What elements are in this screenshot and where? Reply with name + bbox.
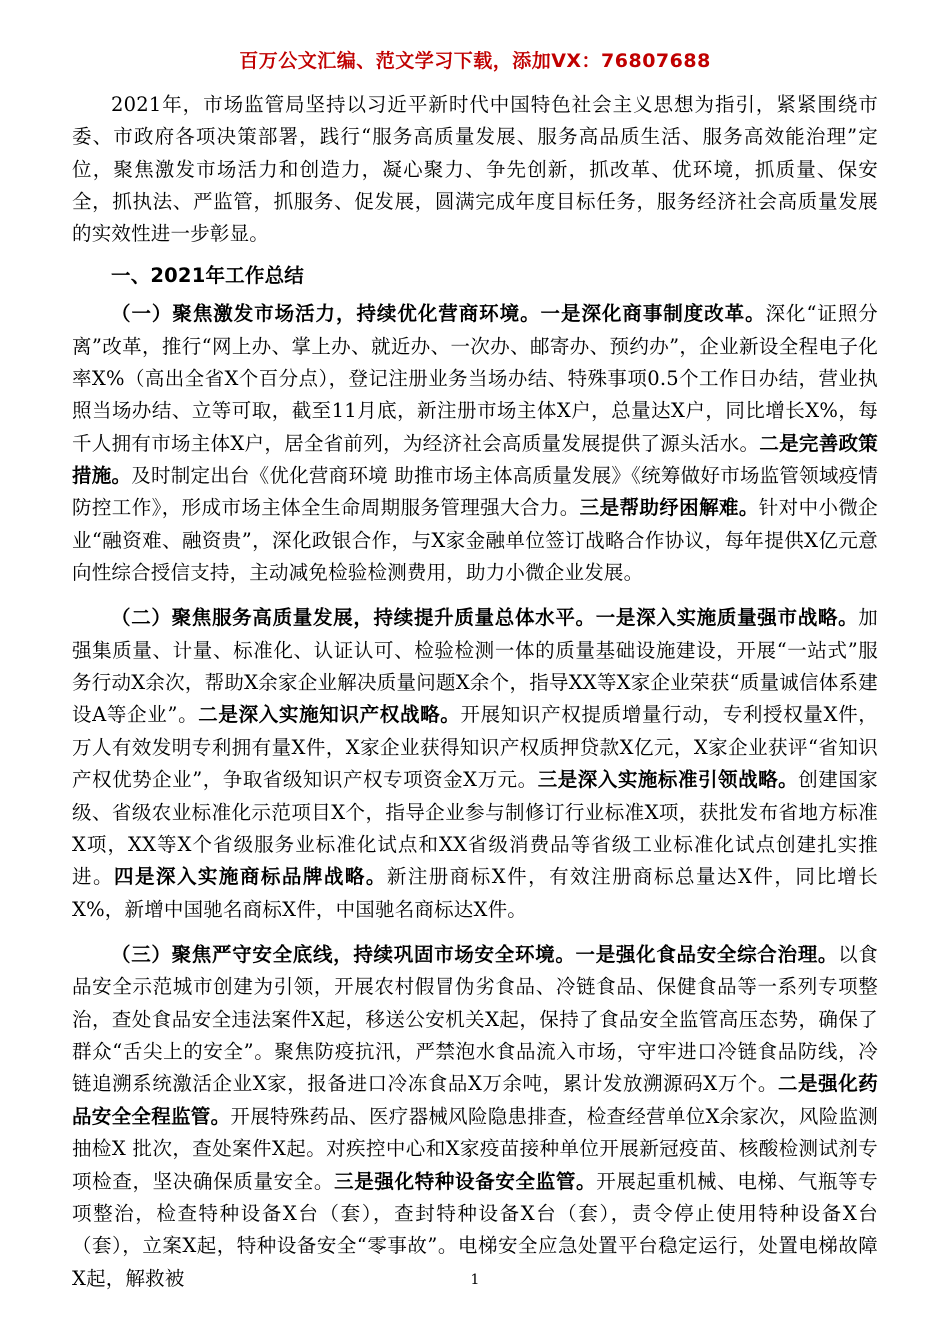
- paragraph-3-body3: 开展起重机械、电梯、气瓶等专项整治，检查特种设备X台（套），查封特种设备X台（套），责令停止使用特种设备X台（套），立案X起，特种设备安全“零事故”。电梯安全应急处置平台稳定运行，处置电梯故障X起，解救被: [72, 1169, 878, 1290]
- paragraph-block-2: [72, 602, 878, 926]
- paragraph-2-body3: 创建国家级、省级农业标准化示范项目X个，指导企业参与制修订行业标准X项，获批发布省地方标准X项，XX等X个省级服务业标准化试点和XX省级消费品等省级工业标准化试点创建扎实推进。: [72, 768, 878, 889]
- paragraph-2-body4: 新注册商标X件，有效注册商标总量达X件，同比增长X%，新增中国驰名商标X件，中国驰名商标达X件。: [72, 865, 878, 921]
- paragraph-3-lead3: 三是强化特种设备安全监管。: [334, 1169, 597, 1193]
- section-heading: 一、2021年工作总结: [111, 263, 304, 287]
- paragraph-1-body: 深化“证照分离”改革，推行“网上办、掌上办、就近办、一次办、邮寄办、预约办”，企业新设全程电子化率X%（高出全省X个百分点），登记注册业务当场办结、特殊事项0.5个工作日办结，营业执照当场办结、立等可取，截至11月底，新注册市场主体X户，总量达X户，同比增长X%，每千人拥有市场主体X户，居全省前列，为经济社会高质量发展提供了源头活水。: [72, 302, 879, 455]
- paragraph-1-body3: 针对中小微企业“融资难、融资贵”，深化政银合作，与X家金融单位签订战略合作协议，每年提供X亿元意向性综合授信支持，主动减免检验检测费用，助力小微企业发展。: [72, 496, 878, 585]
- paragraph-2-body: 加强集质量、计量、标准化、认证认可、检验检测一体的质量基础设施建设，开展“一站式”服务行动X余次，帮助X余家企业解决质量问题X余个，指导XX等X家企业荣获“质量诚信体系建设A等企业”。: [72, 606, 878, 727]
- paragraph-spacer-2: [72, 929, 878, 939]
- paragraph-block-3: [72, 939, 878, 1295]
- paragraph-2-body2: 开展知识产权提质增量行动，专利授权量X件，万人有效发明专利拥有量X件，X家企业获得知识产权质押贷款X亿元，X家企业获评“省知识产权优势企业”，争取省级知识产权专项资金X万元。: [72, 703, 878, 792]
- paragraph-1-body2: 及时制定出台《优化营商环境 助推市场主体高质量发展》《统筹做好市场监管领域疫情防控工作》，形成市场主体全生命周期服务管理强大合力。: [72, 463, 879, 520]
- paragraph-block-1: [72, 298, 878, 589]
- paragraph-1-lead2: 二是完善政策措施。: [72, 431, 879, 487]
- paragraph-3-body: 以食品安全示范城市创建为引领，开展农村假冒伪劣食品、冷链食品、保健食品等一系列专项整治，查处食品安全违法案件X起，移送公安机关X起，保持了食品安全监管高压态势，确保了群众“舌尖上的安全”。聚焦防疫抗汛，严禁泡水食品流入市场，守牢进口冷链食品防线，冷链追溯系统激活企业X家，报备进口冷冻食品X万余吨，累计发放溯源码X万个。: [72, 942, 879, 1096]
- intro-paragraph: 2021年，市场监管局坚持以习近平新时代中国特色社会主义思想为指引，紧紧围绕市委、市政府各项决策部署，践行“服务高质量发展、服务高品质生活、服务高效能治理”定位，聚焦激发市场活力和创造力，凝心聚力、争先创新，抓改革、优环境，抓质量、保安全，抓执法、严监管，抓服务、促发展，圆满完成年度目标任务，服务经济社会高质量发展的实效性进一步彰显。: [72, 93, 878, 246]
- paragraph-2-lead2: 二是深入实施知识产权战略。: [198, 703, 461, 727]
- page-number: 1: [470, 1272, 480, 1288]
- paragraph-3-lead: （三）聚焦严守安全底线，持续巩固市场安全环境。一是强化食品安全综合治理。: [111, 942, 839, 966]
- paragraph-1-lead: （一）聚焦激发市场活力，持续优化营商环境。一是深化商事制度改革。: [111, 302, 766, 326]
- paragraph-2-lead: （二）聚焦服务高质量发展，持续提升质量总体水平。一是深入实施质量强市战略。: [111, 606, 859, 630]
- paragraph-3-body2: 开展特殊药品、医疗器械风险隐患排查，检查经营单位X余家次，风险监测抽检X 批次，查处案件X起。对疾控中心和X家疫苗接种单位开展新冠疫苗、核酸检测试剂专项检查，坚决确保质量安全。: [72, 1104, 878, 1193]
- paragraph-3-lead2: 二是强化药品安全全程监管。: [72, 1072, 878, 1128]
- promo-banner: 百万公文汇编、范文学习下载，添加VX：76807688: [239, 50, 711, 72]
- paragraph-2-lead3: 三是深入实施标准引领战略。: [537, 768, 799, 792]
- paragraph-2-lead4: 四是深入实施商标品牌战略。: [113, 865, 387, 889]
- paragraph-spacer-1: [72, 592, 878, 602]
- paragraph-1-lead3: 三是帮助纾困解难。: [579, 496, 759, 520]
